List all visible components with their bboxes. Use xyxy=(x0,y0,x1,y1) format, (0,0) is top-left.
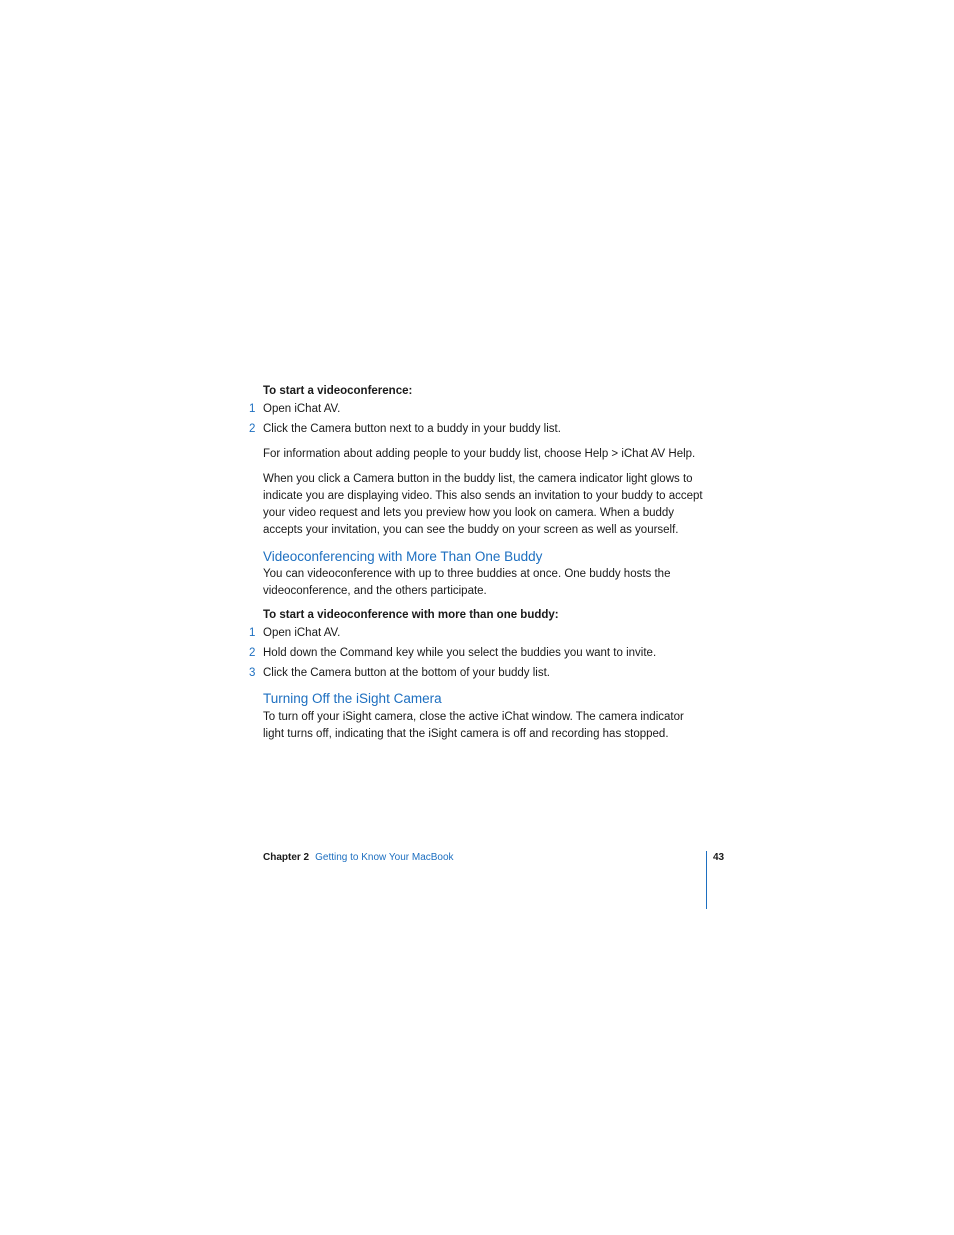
paragraph-turn-off-camera: To turn off your iSight camera, close the active iChat window. The camera indicator light turns off, indicating that the iSight camera is off and recording has stopped. xyxy=(263,711,684,740)
step-text: Click the Camera button next to a buddy in your buddy list. xyxy=(263,423,561,435)
step-number: 1 xyxy=(249,403,256,415)
step-item xyxy=(249,645,719,662)
section-heading-multi-buddy: Videoconferencing with More Than One Buddy xyxy=(263,549,543,564)
step-number: 1 xyxy=(249,627,256,639)
footer-chapter-title: Getting to Know Your MacBook xyxy=(315,852,454,863)
page-number: 43 xyxy=(713,852,725,863)
procedure-lead-multi-buddy: To start a videoconference with more than one buddy: xyxy=(263,609,559,621)
step-number: 3 xyxy=(249,667,256,679)
procedure-lead-videoconference: To start a videoconference: xyxy=(263,385,413,397)
footer-divider xyxy=(706,851,707,909)
step-item xyxy=(249,625,719,642)
section-heading-turn-off-camera: Turning Off the iSight Camera xyxy=(263,691,442,706)
step-item xyxy=(249,421,719,438)
step-number: 2 xyxy=(249,423,256,435)
paragraph-camera-indicator: When you click a Camera button in the buddy list, the camera indicator light glows to indicate you are displaying video. This also sends an invitation to your buddy to accept your video request and lets you preview how you look on camera. When a buddy accepts your invitation, you can see the buddy on your screen as well as yourself. xyxy=(263,473,703,536)
footer-chapter xyxy=(263,851,454,864)
step-number: 2 xyxy=(249,647,256,659)
paragraph-help-info: For information about adding people to your buddy list, choose Help > iChat AV Help. xyxy=(263,448,696,460)
step-text: Click the Camera button at the bottom of your buddy list. xyxy=(263,667,551,679)
step-item xyxy=(249,665,719,682)
footer-chapter-label: Chapter 2 xyxy=(263,852,310,863)
step-text: Open iChat AV. xyxy=(263,627,341,639)
step-item xyxy=(249,401,719,418)
paragraph-multi-buddy-intro: You can videoconference with up to three buddies at once. One buddy hosts the videoconference, and the others participate. xyxy=(263,568,671,597)
step-text: Hold down the Command key while you select the buddies you want to invite. xyxy=(263,647,657,659)
step-text: Open iChat AV. xyxy=(263,403,341,415)
